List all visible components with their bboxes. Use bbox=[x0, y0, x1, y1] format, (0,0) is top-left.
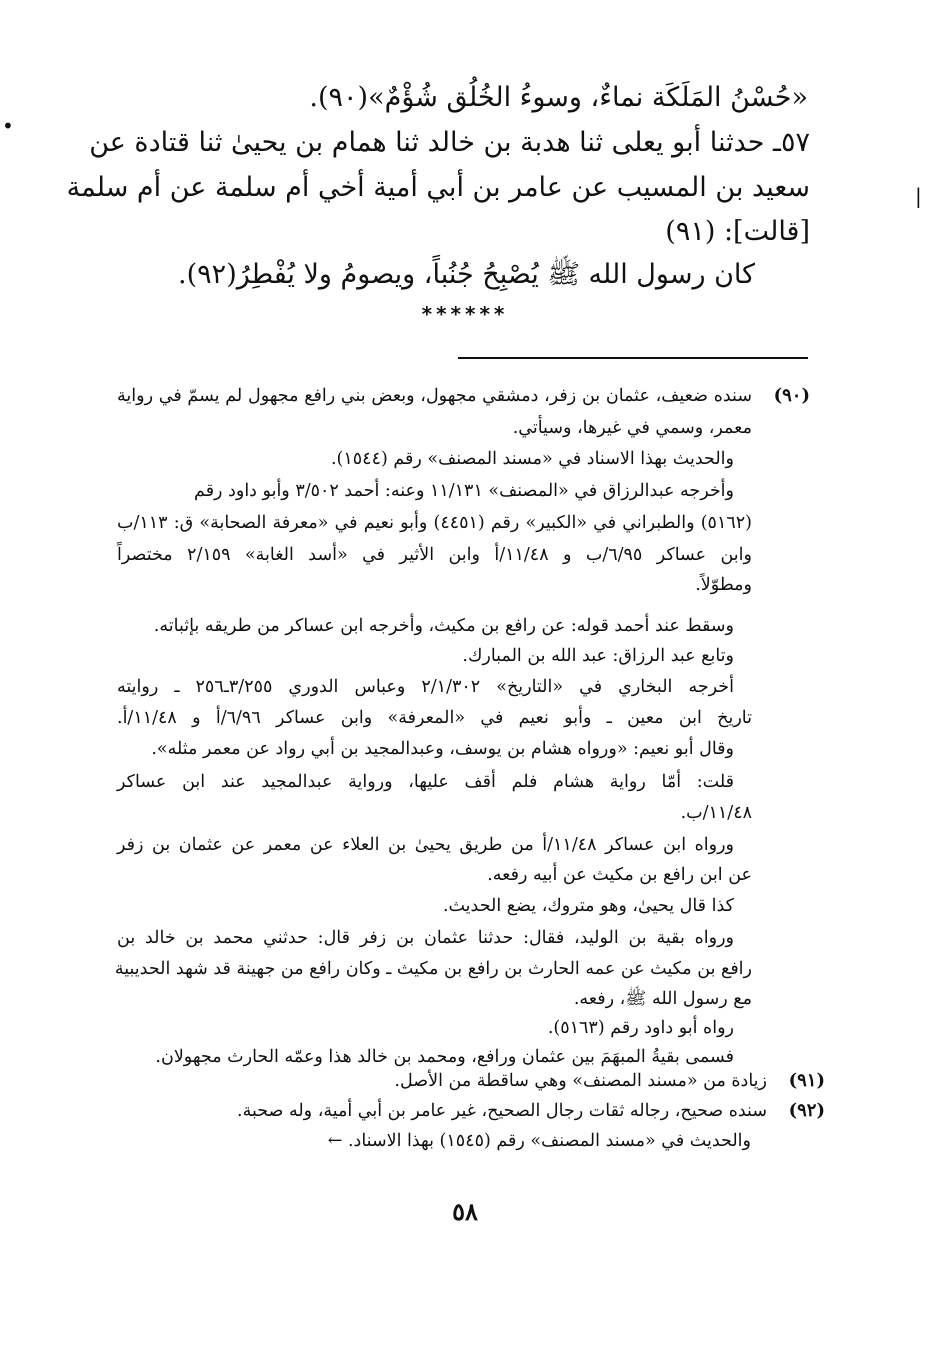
footnote-line: عن ابن رافع بن مكيث عن أبيه رفعه. bbox=[487, 865, 752, 885]
hadith-57-matn: كان رسول الله ﷺ يُصْبِحُ جُنُباً، ويصومُ ولا يُفْطِرُ(٩٢). bbox=[178, 259, 755, 290]
footnote-line: وابن عساكر ٦/٩٥/ب و ١١/٤٨/أ وابن الأثير في «أسد الغابة» ٢/١٥٩ مختصراً bbox=[117, 545, 752, 565]
footnote-line: قلت: أمّا رواية هشام فلم أقف عليها، ورواية عبدالمجيد عند ابن عساكر bbox=[117, 772, 734, 792]
footnote-line: ١١/٤٨/ب. bbox=[680, 803, 752, 823]
footnote-line: كذا قال يحيىٰ، وهو متروك، يضع الحديث. bbox=[442, 896, 734, 916]
footnote-line: رافع بن مكيث عن عمه الحارث بن رافع بن مكيث ـ وكان رافع من جهينة قد شهد الحديبية bbox=[114, 959, 752, 979]
hadith-text-line-1: «حُسْنُ المَلَكَة نماءٌ، وسوءُ الخُلُق شُؤْمٌ»(٩٠). bbox=[309, 82, 808, 113]
footnote-line: وأخرجه عبدالرزاق في «المصنف» ١١/١٣١ وعنه: أحمد ٣/٥٠٢ وأبو داود رقم bbox=[194, 481, 734, 501]
section-separator-stars: ****** bbox=[421, 302, 509, 326]
footnote-line: ورواه ابن عساكر ١١/٤٨/أ من طريق يحيىٰ بن العلاء عن معمر عن عثمان بن زفر bbox=[117, 835, 735, 855]
footnote-line: أخرجه البخاري في «التاريخ» ٢/١/٣٠٢ وعباس الدوري ٣/٢٥٥ـ٢٥٦ ـ روايته bbox=[117, 677, 734, 697]
page-number: ٥٨ bbox=[452, 1197, 478, 1226]
footnote-line: وسقط عند أحمد قوله: عن رافع بن مكيث، وأخرجه ابن عساكر من طريقه بإثباته. bbox=[153, 616, 734, 636]
footnote-line: ورواه بقية بن الوليد، فقال: حدثنا عثمان بن زفر قال: حدثني محمد بن خالد بن bbox=[117, 928, 734, 948]
footnote-line: والحديث بهذا الاسناد في «مسند المصنف» رقم (١٥٤٤). bbox=[330, 449, 734, 469]
hadith-57-isnad-line-1: ٥٧ـ حدثنا أبو يعلى ثنا هدبة بن خالد ثنا همام بن يحيىٰ ثنا قتادة عن bbox=[89, 127, 810, 158]
hadith-57-isnad-line-3: [قالت]: (٩١) bbox=[665, 216, 810, 247]
footnote-line: مع رسول الله ﷺ، رفعه. bbox=[573, 989, 752, 1009]
left-margin-dot: • bbox=[2, 114, 14, 138]
footnote-line: سنده صحيح، رجاله ثقات رجال الصحيح، غير عامر بن أبي أمية، وله صحبة. bbox=[237, 1101, 767, 1121]
footnote-line: وقال أبو نعيم: «ورواه هشام بن يوسف، وعبدالمجيد بن أبي رواد عن معمر مثله». bbox=[151, 739, 734, 759]
footnote-line: زيادة من «مسند المصنف» وهي ساقطة من الأصل. bbox=[394, 1071, 767, 1091]
footnote-line: فسمى بقيةُ المبهَمَ بين عثمان ورافع، ومحمد بن خالد هذا وعمّه الحارث مجهولان. bbox=[155, 1047, 734, 1067]
hadith-57-isnad-line-2: سعيد بن المسيب عن عامر بن أبي أمية أخي أم سلمة عن أم سلمة bbox=[66, 172, 810, 203]
footnote-line: رواه أبو داود رقم (٥١٦٣). bbox=[547, 1018, 734, 1038]
footnote-line: وتابع عبد الرزاق: عبد الله بن المبارك. bbox=[462, 646, 734, 666]
footnote-line: (٥١٦٢) والطبراني في «الكبير» رقم (٤٤٥١) وأبو نعيم في «معرفة الصحابة» ق: ١١٣/ب bbox=[117, 513, 752, 533]
footnote-number-92: (٩٢) bbox=[788, 1100, 825, 1121]
footnote-line: تاريخ ابن معين ـ وأبو نعيم في «المعرفة» وابن عساكر ٦/٩٦/أ و ١١/٤٨/أ. bbox=[117, 708, 752, 728]
footnote-number-90: (٩٠) bbox=[773, 385, 810, 406]
footnote-rule bbox=[458, 357, 808, 359]
right-margin-tick: | bbox=[915, 184, 922, 208]
footnote-line: معمر، وسمي في غيرها، وسيأتي. bbox=[512, 418, 752, 438]
footnote-line: ومطوّلاً. bbox=[695, 575, 752, 595]
footnote-line: والحديث في «مسند المصنف» رقم (١٥٤٥) بهذا الاسناد. ← bbox=[327, 1131, 751, 1151]
footnote-number-91: (٩١) bbox=[788, 1070, 825, 1091]
footnote-line: سنده ضعيف، عثمان بن زفر، دمشقي مجهول، وبعض بني رافع مجهول لم يسمّ في رواية bbox=[117, 386, 752, 406]
